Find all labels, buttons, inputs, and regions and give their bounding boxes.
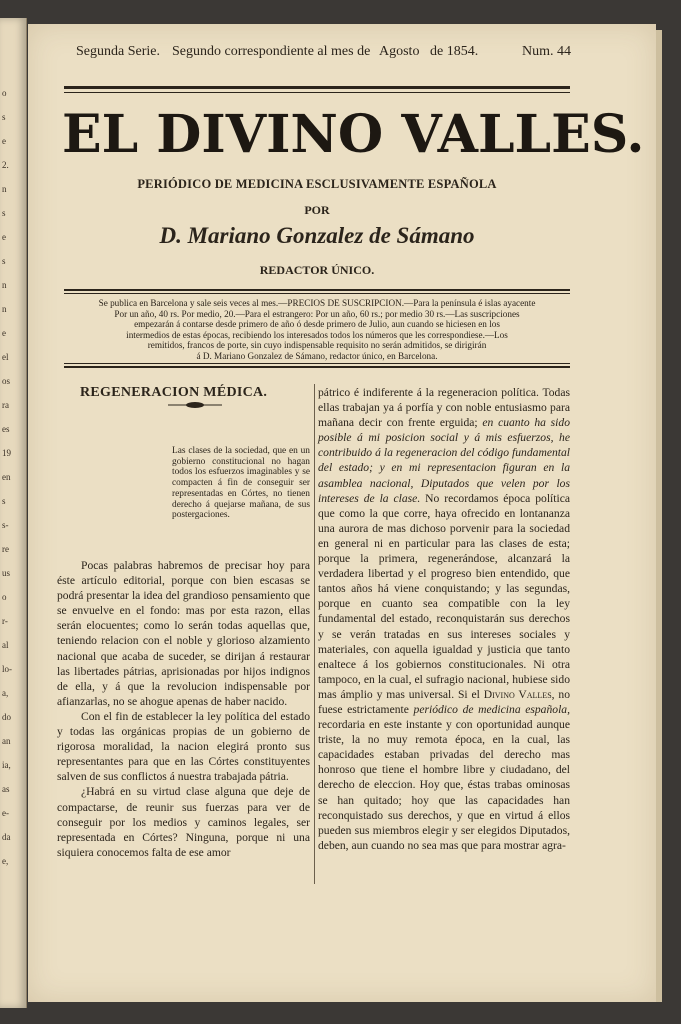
- italic-quote: en cuanto ha sido posible á mi posicion social y á mis esfuerzos, he contribuido á la regeneracion del código fundamental del estado; y en mi representacion figuran en la asamblea nacional, Diputados que velen por los intereses de la clase.: [318, 416, 570, 505]
- subscription-line: á D. Mariano Gonzalez de Sámano, redactor único, en Barcelona.: [196, 350, 438, 361]
- facing-page-fragment: el: [2, 352, 9, 362]
- facing-page-fragment: r-: [2, 616, 8, 626]
- facing-page-fragment: os: [2, 376, 11, 386]
- facing-page-fragment: n: [2, 184, 7, 194]
- paragraph-text: No recordamos época política que como la que corre, haya ofrecido en lontananza una aurora de mas dichoso porvenir para la sociedad en general ni en particular para las clases de esta; porque la primera, regenerándose, alcanzará la verdadera libertad y el progreso bien entendido, que tantos años há viene conquistando; y las segundas, porque en cuanto sea compatible con la ley fundamental del estado, reconquistarán sus derechos y se verán tratadas en sus intereses sociales y materiales, con aquella igualdad y justicia que tanto enaltece á los gobiernos constitucionales. Ni otra tampoco, en la cual, el sufragio nacional, hubiese sido mas ámplio y mas universal. Si el: [318, 491, 570, 701]
- masthead-por: POR: [304, 203, 330, 217]
- facing-page-fragment: ia,: [2, 760, 11, 770]
- facing-page-fragment: lo-: [2, 664, 12, 674]
- facing-page-fragment: ra: [2, 400, 9, 410]
- facing-page-fragment: n: [2, 280, 7, 290]
- facing-page-fragment: s-: [2, 520, 9, 530]
- masthead-role: REDACTOR ÚNICO.: [259, 263, 375, 277]
- facing-page-fragment: al: [2, 640, 9, 650]
- column-divider: [314, 384, 315, 884]
- facing-page-fragment: s: [2, 112, 6, 122]
- facing-page-fragment: e-: [2, 808, 9, 818]
- facing-page-edge: [0, 18, 27, 1008]
- subscription-rule-top-thin: [64, 293, 570, 294]
- paragraph: Con el fin de establecer la ley política del estado y todas las orgánicas propias de un gobierno de rigorosa moralidad, la nacion elegirá pronto sus representantes para que en las Córtes constituyentes salven de sus conflictos á nuestra trabajada pátria.: [57, 709, 310, 784]
- facing-page-fragment: n: [2, 304, 7, 314]
- facing-page-fragment: do: [2, 712, 11, 722]
- subscription-rule-top: [64, 289, 570, 291]
- facing-page-fragment: s: [2, 496, 6, 506]
- facing-page-fragment: as: [2, 784, 10, 794]
- facing-page-fragment: es: [2, 424, 10, 434]
- facing-page-fragment: 19: [2, 448, 11, 458]
- subscription-rule-bottom-thin: [64, 363, 570, 364]
- issue-month: Agosto: [379, 44, 420, 59]
- subscription-line: remitidos, francos de porte, sin cuyo indispensable requisito no serán admitidos, se dirigirán: [147, 340, 487, 351]
- header-rule: [64, 86, 570, 89]
- facing-page-fragment: o: [2, 592, 7, 602]
- article-column-right: [318, 385, 570, 853]
- facing-page-fragment: e: [2, 232, 6, 242]
- subscription-notice: [64, 298, 570, 362]
- article-epigraph: Las clases de la sociedad, que en un gobierno constitucional no hagan todos los esfuerzos imaginables y se compacten á fin de conseguir ser representadas en Córtes, no tienen derecho á quejarse mañana, de sus postergaciones.: [172, 446, 310, 521]
- series-label: Segunda Serie.: [76, 44, 160, 59]
- header-rule-thin: [64, 92, 570, 93]
- facing-page-fragment: re: [2, 544, 9, 554]
- paragraph: ¿Habrá en su virtud clase alguna que deje de compactarse, de reunir sus fuerzas para ver de conseguir por los medios y caminos legales, ser representada en Córtes? Ninguna, porque ni una siquiera conocemos falta de ese amor: [57, 785, 310, 859]
- facing-page-fragment: e: [2, 328, 6, 338]
- paragraph-text: pátrico é indiferente á la regeneracion política. Todas ellas trabajan ya á porfía y con noble entusiasmo para mañana decir con frente erguida;: [318, 386, 570, 430]
- article-column-left: [57, 558, 310, 860]
- subscription-line: Se publica en Barcelona y sale seis veces al mes.—PRECIOS DE SUSCRIPCION.—Para la península é islas ayacente: [98, 298, 536, 308]
- facing-page-fragment: da: [2, 832, 11, 842]
- facing-page-fragment: e: [2, 136, 6, 146]
- issue-date: de 1854.: [430, 44, 479, 59]
- facing-page-fragment: en: [2, 472, 11, 482]
- subscription-line: empezarán á contarse desde primero de año ó desde primero de Julio, aun cuando se hiciesen en los: [134, 319, 500, 330]
- paragraph: Pocas palabras habremos de precisar hoy para éste artículo editorial, porque con bien escasas se podrá presentar la idea del grandioso pensamiento que se envuelve en el fondo: mas por esta razon, ellas serán elocuentes; como lo serán todas aquellas que, teniendo relacion con el noble y glorioso alzamiento nacional que acaba de suceder, se dirijan á restaurar las libertades pátrias, aprisionadas por hijos indignos de ella, y á que la revolucion indispensable por afianzarlas, no se ahogue apenas de haber nacido.: [57, 559, 310, 708]
- masthead-title: EL DIVINO VALLES.: [62, 104, 645, 165]
- subscription-line: Por un año, 40 rs. Por medio, 20.—Para el estrangero: Por un año, 60 rs.; por medio 30 rs.—Las suscripciones: [114, 308, 520, 319]
- journal-name: Divino Valles,: [483, 687, 555, 701]
- facing-page-fragment: us: [2, 568, 11, 578]
- subscription-line: intermedios de estas épocas, recibiendo los interesados todos los números que les correspondiese.—Los: [126, 329, 508, 340]
- facing-page-fragment: o: [2, 88, 7, 98]
- masthead-author: D. Mariano Gonzalez de Sámano: [159, 223, 475, 248]
- ornament-divider-icon: [168, 400, 222, 410]
- paragraph-text: recordaria en este instante y con oportunidad aunque triste, la no muy remota época, en la cual, las capacidades estaban privadas del derecho mas honroso que tiene el hombre libre y ciudadano, del derecho de eleccion. Hoy que, éstas trabas ominosas se han quitado; hoy que las capacidades han reconquistado sus derechos, y que en virtud á ellos pueden sus miembros elegir y ser elegidos Diputados, deben, aun cuando no sea mas que para mostrar agra-: [318, 718, 570, 852]
- italic-phrase: periódico de medicina española,: [413, 702, 570, 716]
- issue-correspondence: Segundo correspondiente al mes de: [172, 44, 371, 59]
- facing-page-fragment: s: [2, 208, 6, 218]
- issue-number: Num. 44: [522, 44, 571, 59]
- facing-page-fragment: e,: [2, 856, 9, 866]
- paragraph-text: no fuese estrictamente: [318, 687, 570, 716]
- article-title: REGENERACION MÉDICA.: [80, 385, 268, 400]
- masthead-subtitle: PERIÓDICO DE MEDICINA ESCLUSIVAMENTE ESPAÑOLA: [137, 177, 497, 191]
- facing-page-fragment: 2.: [2, 160, 9, 170]
- facing-page-fragment: s: [2, 256, 6, 266]
- paragraph: [318, 385, 570, 853]
- facing-page-fragment: a,: [2, 688, 9, 698]
- facing-page-fragment: an: [2, 736, 11, 746]
- subscription-rule-bottom: [64, 366, 570, 368]
